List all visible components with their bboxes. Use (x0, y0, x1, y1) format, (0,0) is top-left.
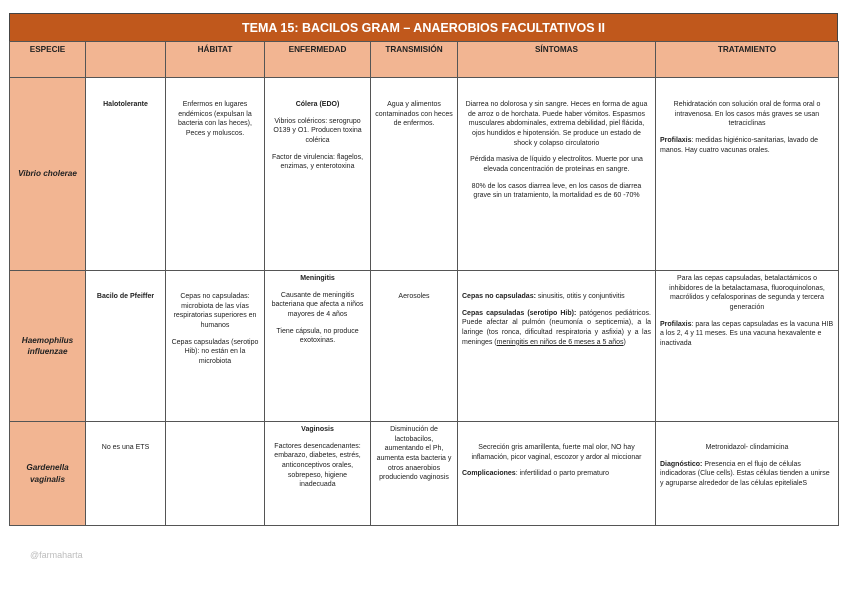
symptoms-underlined: meningitis en niños de 6 meses a 5 años (496, 338, 624, 346)
disease-title: Cólera (EDO) (295, 101, 340, 108)
habitat-cell: Enfermos en lugares endémicos (expulsan la bacteria con las heces), Peces y moluscos. (166, 78, 265, 271)
habitat-text: Cepas no capsuladas: microbiota de las vías respiratorias superiores en humanos (173, 293, 257, 329)
treatment-text: : para las cepas capsuladas es la vacuna HIB a los 2, 4 y 11 meses. Es una vacuna hexavalente e inactivada (660, 320, 834, 347)
transmission-cell: Disminución de lactobacilos, aumentando el Ph, aumenta esta bacteria y otros anaerobios produciendo vaginosis (371, 422, 458, 526)
disease-text: Factor de virulencia: flagelos, enzimas, y enterotoxina (271, 153, 364, 171)
table-row-vibrio (10, 78, 839, 271)
symptoms-text: Secreción gris amarillenta, fuerte mal olor, NO hay inflamación, picor vaginal, escozor y ardor al miccionar (471, 444, 642, 461)
treatment-text: Para las cepas capsuladas, betalactámicos o inhibidores de la betalactamasa, fluoroquinolonas, macrólidos y cefalosporinas de segunda y tercera generación (669, 275, 825, 311)
symptoms-cell (458, 271, 656, 422)
author-watermark: @farmaharta (30, 550, 83, 560)
treatment-cell (656, 271, 839, 422)
treatment-cell (656, 422, 839, 526)
treatment-cell (656, 78, 839, 271)
disease-text: Vibrios coléricos: serogrupo O139 y O1. Producen toxina colérica (273, 117, 362, 144)
symptoms-text: patógenos pediátricos. Puede afectar al pulmón (neumonía o septicemia), a la laringe (tos ronca, dificultad respiratoria y asfixia) y a las meninges ( (462, 309, 651, 346)
treatment-text: Metronidazol- clindamicina (705, 444, 789, 451)
treatment-text: : medidas higiénico-sanitarias, lavado de manos. Hay cuatro vacunas orales. (660, 136, 818, 154)
disease-title: Meningitis (300, 275, 335, 282)
header-treatment: TRATAMIENTO (656, 42, 839, 78)
disease-text: Tiene cápsula, no produce exotoxinas. (276, 327, 359, 345)
symptoms-text: 80% de los casos diarrea leve, en los casos de diarrea grave sin un tratamiento, la mortalidad es de 60 -70% (471, 182, 642, 200)
transmission-cell: Agua y alimentos contaminados con heces de enfermos. (371, 78, 458, 271)
habitat-text: Cepas capsuladas (serotipo Hib): no están en la microbiota (171, 338, 259, 365)
table-row-haemophilus (10, 271, 839, 422)
subtype-label: Bacilo de Pfeiffer (96, 293, 155, 300)
disease-cell (265, 78, 371, 271)
treatment-label: Diagnóstico: (660, 460, 703, 468)
disease-cell (265, 271, 371, 422)
disease-cell (265, 422, 371, 526)
disease-text: Factores desencadenantes: embarazo, diabetes, estrés, anticonceptivos orales, sobrepeso, higiene inadecuada (274, 442, 361, 489)
summary-sheet (9, 13, 838, 526)
transmission-cell: Aerosoles (371, 271, 458, 422)
symptoms-label: Complicaciones (462, 470, 516, 478)
header-habitat: HÁBITAT (166, 42, 265, 78)
treatment-text: Rehidratación con solución oral de forma oral o intravenosa. En los casos más graves se usan tetraciclinas (673, 101, 821, 128)
symptoms-text: Diarrea no dolorosa y sin sangre. Heces en forma de agua de arroz o de horchata. Puede haber vómitos. Espasmos musculares abdominales, extrema debilidad, piel flácida, ojos hundidos e hipotensión. Se produce un estado de shock y colapso circulatorio (465, 101, 648, 147)
treatment-label: Profilaxis (660, 320, 692, 328)
species-cell: Haemophilus influenzae (10, 271, 86, 422)
subtype-label: Halotolerante (103, 101, 148, 108)
disease-title: Vaginosis (301, 426, 334, 433)
symptoms-text: ) (623, 338, 626, 346)
sheet-title: TEMA 15: BACILOS GRAM – ANAEROBIOS FACULTATIVOS II (9, 13, 838, 41)
symptoms-cell (458, 422, 656, 526)
habitat-cell (166, 271, 265, 422)
subtype-label: No es una ETS (101, 444, 150, 451)
symptoms-label: Cepas no capsuladas: (462, 293, 536, 300)
species-cell: Vibrio cholerae (10, 78, 86, 271)
habitat-cell (166, 422, 265, 526)
bacteria-table (9, 41, 839, 526)
treatment-text: Presencia en el flujo de células indicadoras (Clue cells). Estas células tienden a unirse y agruparse alrededor de las células epitelialeS (660, 460, 830, 487)
disease-text: Causante de meningitis bacteriana que afecta a niños mayores de 4 años (271, 291, 364, 318)
symptoms-label: Cepas capsuladas (serotipo Hib): (462, 309, 577, 317)
treatment-label: Profilaxis (660, 136, 692, 144)
header-blank (86, 42, 166, 78)
symptoms-cell (458, 78, 656, 271)
header-disease: ENFERMEDAD (265, 42, 371, 78)
symptoms-text: sinusitis, otitis y conjuntivitis (535, 293, 625, 300)
species-cell: Gardenella vaginalis (10, 422, 86, 526)
header-species: ESPECIE (10, 42, 86, 78)
symptoms-text: Pérdida masiva de líquido y electrolitos. Muerte por una elevada concentración de proteínas en sangre. (470, 156, 643, 173)
symptoms-text: : infertilidad o parto prematuro (515, 470, 610, 478)
header-symptoms: SÍNTOMAS (458, 42, 656, 78)
header-transmission: TRANSMISIÓN (371, 42, 458, 78)
table-row-gardnerella (10, 422, 839, 526)
header-row (10, 42, 839, 78)
